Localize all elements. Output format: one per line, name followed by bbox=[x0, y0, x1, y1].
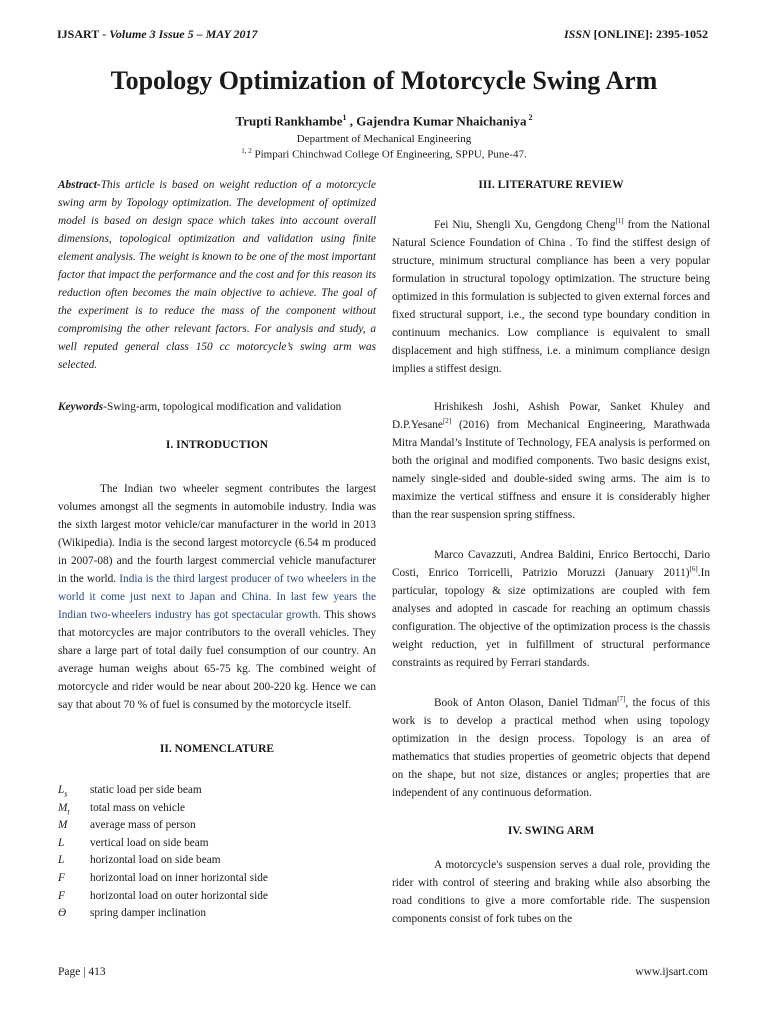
nomenclature-row bbox=[58, 782, 376, 800]
nom-symbol: F bbox=[58, 889, 65, 902]
introduction-heading: I. INTRODUCTION bbox=[165, 439, 269, 451]
lit-3-text: .In particular, topology & size optimizations are coupled with fem analyses and adopted in cascade for reaching an optimum chassis configuration. The objective of the optimization process is the chassis weight reduction, yet in fulfillment of structural performance constraints as required by Ferrari standards. bbox=[392, 567, 710, 669]
nomenclature-row bbox=[58, 852, 376, 870]
issn-value: [ONLINE]: 2395-1052 bbox=[590, 27, 708, 41]
nom-description: total mass on vehicle bbox=[90, 801, 186, 814]
swingarm-text: A motorcycle's suspension serves a dual role, providing the rider with control of steering and braking while also absorbing the road conditions to give a more comfortable ride. The suspension components consist of fork tubes on the bbox=[392, 859, 710, 925]
nom-description: static load per side beam bbox=[90, 784, 202, 796]
issn-header bbox=[564, 27, 708, 42]
intro-part-2: India is the third largest producer of two wheelers in the world it come just next to Japan and China. In last few years the Indian two-wheelers industry has got spectacular growth. bbox=[58, 573, 376, 621]
affiliation-sup: 1, 2 bbox=[241, 147, 252, 155]
nom-symbol: ϴ bbox=[58, 907, 67, 920]
keywords-text: -Swing-arm, topological modification and validation bbox=[103, 401, 342, 413]
journal-name: IJSART bbox=[57, 27, 100, 41]
literature-paragraph-4 bbox=[392, 694, 710, 802]
nomenclature-row bbox=[58, 800, 376, 818]
introduction-text bbox=[58, 480, 376, 714]
journal-issue: - Volume 3 Issue 5 – MAY 2017 bbox=[99, 27, 258, 41]
citation-ref: [1] bbox=[615, 217, 624, 226]
nom-symbol: $M_t$ bbox=[58, 801, 70, 816]
lit-4-text: , the focus of this work is to develop a practical method when using topology optimization in the design process. Topology is an area of mathematics that studies properties of geometric objects that depend on the shape, but not size, distances or angles; properties that are independent of any continuous deformation. bbox=[392, 697, 711, 799]
nom-symbol: F bbox=[58, 871, 65, 884]
lit-1-authors: Fei Niu, Shengli Xu, Gengdong Cheng bbox=[434, 219, 616, 231]
page-number: Page | 413 bbox=[58, 966, 106, 978]
lit-2-text: (2016) from Mechanical Engineering, Marathwada Mitra Mandal’s Institute of Technology, FEA analysis is performed on both the original and modified components. Two basic designs exist, namely single-sided and double-sided swing arms. The aim is to maximize the vertical stiffness and ensure it is considerably higher than the rear suspension spring stiffness. bbox=[392, 419, 710, 521]
citation-ref: [6] bbox=[689, 565, 698, 574]
nom-description: horizontal load on inner horizontal side bbox=[90, 871, 268, 884]
citation-ref: [7] bbox=[617, 695, 626, 704]
nomenclature-row bbox=[58, 817, 376, 835]
left-column bbox=[58, 176, 376, 923]
abstract bbox=[58, 176, 376, 374]
journal-website: www.ijsart.com bbox=[635, 966, 708, 978]
nom-description: spring damper inclination bbox=[90, 907, 207, 920]
literature-paragraph-2 bbox=[392, 398, 710, 524]
affiliation-department: Department of Mechanical Engineering bbox=[296, 133, 472, 145]
journal-header bbox=[57, 27, 258, 42]
author-list bbox=[0, 113, 768, 129]
lit-2-authors: Hrishikesh Joshi, Ashish Powar, Sanket Khuley and D.P.Yesane bbox=[392, 401, 710, 431]
literature-paragraph-1 bbox=[392, 216, 710, 378]
author-2: Gajendra Kumar Nhaichaniya bbox=[356, 113, 527, 129]
nomenclature-heading: II. NOMENCLATURE bbox=[159, 743, 275, 755]
lit-1-text: from the National Natural Science Foundation of China . To find the stiffest design of structure, minimum structural compliance has been a very popular formulation in structural topology optimization. The structure being optimized in this formulation is subjected to given external forces and fixed structural support, i.e., the second type boundary condition in continuum mechanics. Low compliance is equivalent to small displacement and high stiffness, i.e. a minimum compliance design implies a stiffest design. bbox=[392, 219, 710, 375]
literature-heading: III. LITERATURE REVIEW bbox=[478, 179, 624, 191]
nomenclature-row bbox=[58, 888, 376, 906]
literature-paragraph-3 bbox=[392, 546, 710, 672]
right-column bbox=[392, 176, 710, 928]
author-1: Trupti Rankhambe bbox=[235, 113, 343, 129]
lit-4-authors: Book of Anton Olason, Daniel Tidman bbox=[434, 697, 618, 709]
keywords-label: Keywords bbox=[58, 401, 104, 413]
intro-part-3: This shows that motorcycles are major contributors to the overall vehicles. They share a large part of total daily fuel consumption of our country. An average human weighs about 65-75 kg. The combined weight of motorcycle and rider would be near about 200-220 kg. Hence we can say that about 70 % of fuel is consumed by the motorcycle itself. bbox=[58, 609, 376, 711]
nomenclature-row bbox=[58, 835, 376, 853]
nom-symbol: L bbox=[58, 836, 65, 849]
keywords bbox=[58, 398, 376, 416]
nom-description: average mass of person bbox=[90, 819, 196, 832]
nom-description: horizontal load on side beam bbox=[90, 854, 221, 867]
issn-label: ISSN bbox=[563, 27, 591, 41]
author-1-sup: 1 bbox=[342, 113, 347, 122]
nom-symbol: L bbox=[58, 854, 65, 867]
author-separator: , bbox=[346, 113, 357, 129]
affiliation-college-line bbox=[0, 147, 768, 161]
abstract-text: This article is based on weight reduction of a motorcycle swing arm by Topology optimization. The development of optimized model is based on design space which takes into account overall dimensions, topological optimization and validation using finite element analysis. The weight is known to be one of the most important factor that impact the performance and the cost and for this reason its reduction often becomes the main objective to achieve. The goal of the experiment is to reduce the mass of the component without compromising the other relevant factors. For analysis and study, a well reputed general class 150 cc motorcycle’s swing arm was selected. bbox=[58, 179, 376, 371]
nomenclature-row bbox=[58, 870, 376, 888]
swingarm-heading: IV. SWING ARM bbox=[507, 825, 595, 837]
nom-symbol: M bbox=[58, 819, 68, 832]
nomenclature-list bbox=[58, 782, 376, 923]
paper-title: Topology Optimization of Motorcycle Swing Arm bbox=[110, 66, 658, 95]
intro-part-1: The Indian two wheeler segment contributes the largest volumes amongst all the segments in automobile industry. India was the sixth largest motor vehicle/car manufacturer in the world in 2013 (Wikipedia). India is the second largest motorcycle (6.54 m produced in 2007-08) and the fourth largest commercial vehicle manufacturer in the world. bbox=[58, 483, 376, 585]
citation-ref: [2] bbox=[442, 417, 452, 426]
lit-3-authors: Marco Cavazzuti, Andrea Baldini, Enrico Bertocchi, Dario Costi, Enrico Torricelli, Patrizio Moruzzi (January 2011) bbox=[392, 549, 710, 579]
nom-description: horizontal load on outer horizontal side bbox=[90, 889, 268, 902]
author-2-sup: 2 bbox=[526, 113, 533, 122]
nomenclature-row bbox=[58, 905, 376, 923]
nom-symbol: $L_s$ bbox=[58, 784, 68, 799]
abstract-label: Abstract- bbox=[58, 179, 101, 191]
nom-description: vertical load on side beam bbox=[90, 836, 209, 849]
affiliation-college: Pimpari Chinchwad College Of Engineering, SPPU, Pune-47. bbox=[251, 148, 527, 161]
